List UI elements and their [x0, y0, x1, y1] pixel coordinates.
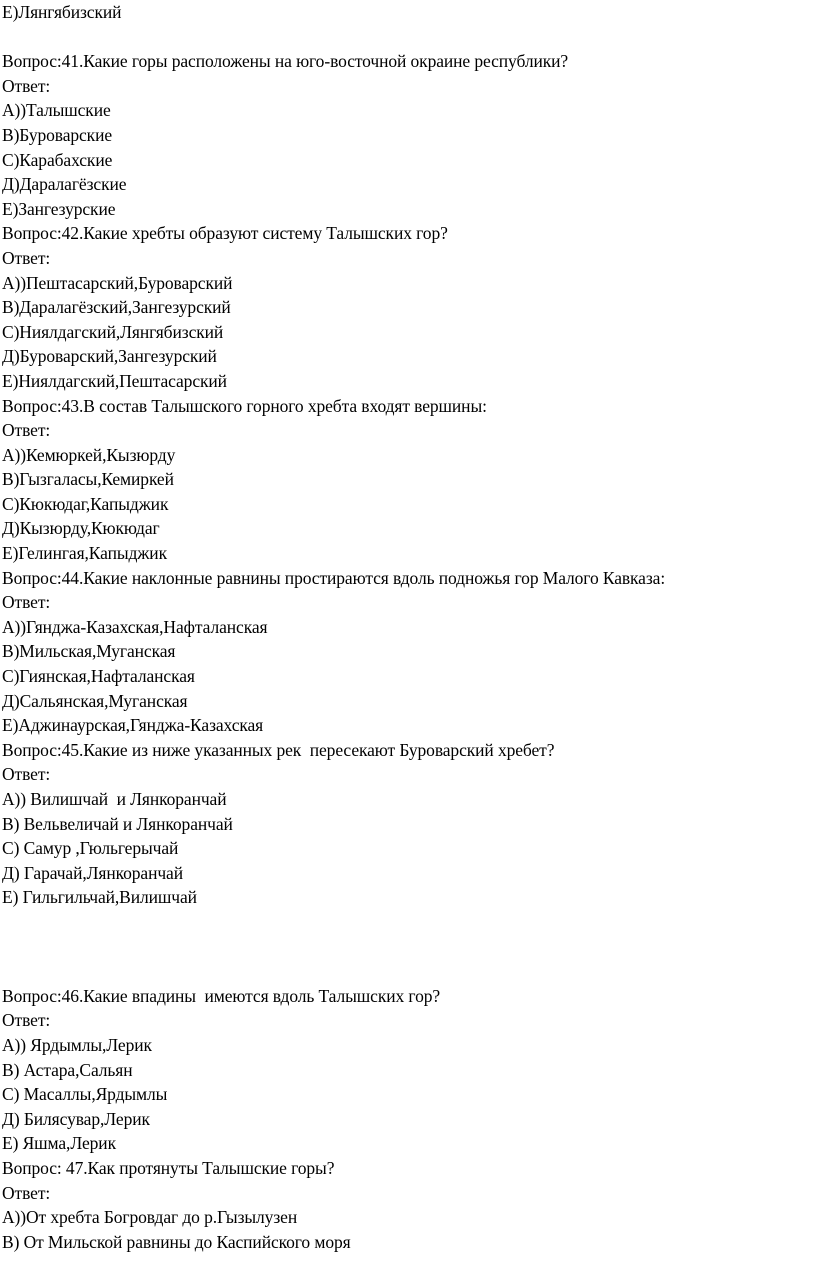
answer-e: E)Зангезурские — [2, 198, 116, 219]
answer-b: B) Вельвеличай и Лянкоранчай — [2, 813, 233, 834]
answer-label: Ответ: — [2, 1010, 51, 1031]
spacer — [2, 910, 802, 984]
answer-c: C) Самур ,Гюльгерычай — [2, 838, 179, 859]
question-43 — [2, 394, 802, 566]
answer-label: Ответ: — [2, 75, 51, 96]
answer-label: Ответ: — [2, 420, 51, 441]
question-40-tail — [2, 0, 802, 25]
spacer — [2, 25, 802, 50]
question-text: Вопрос:43.В состав Талышского горного хребта входят вершины: — [2, 395, 487, 416]
answer-e: E)Гелингая,Капыджик — [2, 543, 167, 564]
answer-d: Д)Даралагёзские — [2, 174, 127, 195]
answer-d: Д)Кызюрду,Кюкюдаг — [2, 518, 160, 539]
answer-c: C)Гиянская,Нафталанская — [2, 666, 195, 687]
answer-c: C)Карабахские — [2, 149, 113, 170]
question-46 — [2, 984, 802, 1156]
question-41 — [2, 49, 802, 221]
answer-label: Ответ: — [2, 1182, 51, 1203]
answer-e: E) Гильгильчай,Вилишчай — [2, 887, 197, 908]
answer-d: Д) Гарачай,Лянкоранчай — [2, 862, 183, 883]
answer-d: Д)Буроварский,Зангезурский — [2, 346, 217, 367]
question-45 — [2, 738, 802, 910]
answer-c: C)Ниялдагский,Лянгябизский — [2, 321, 224, 342]
question-text: Вопрос:42.Какие хребты образуют систему Талышских гор? — [2, 223, 448, 244]
answer-b: B)Даралагёзский,Зангезурский — [2, 297, 231, 318]
answer-d: Д) Билясувар,Лерик — [2, 1108, 150, 1129]
question-47 — [2, 1156, 802, 1254]
question-44 — [2, 566, 802, 738]
answer-b: B)Гызгаласы,Кемиркей — [2, 469, 174, 490]
question-text: Вопрос:45.Какие из ниже указанных рек пересекают Буроварский хребет? — [2, 739, 555, 760]
answer-b: B)Буроварские — [2, 124, 113, 145]
answer-c: C)Кюкюдаг,Капыджик — [2, 493, 169, 514]
question-42 — [2, 221, 802, 393]
question-text: Вопрос:44.Какие наклонные равнины простираются вдоль подножья гор Малого Кавказа: — [2, 567, 666, 588]
answer-a: A))От хребта Богровдаг до р.Гызылузен — [2, 1207, 298, 1228]
answer-b: B) От Мильской равнины до Каспийского моря — [2, 1231, 351, 1252]
answer-d: Д)Сальянская,Муганская — [2, 690, 188, 711]
answer-b: B)Мильская,Муганская — [2, 641, 176, 662]
answer-e: E)Ниялдагский,Пештасарский — [2, 370, 227, 391]
answer-a: A))Пештасарский,Буроварский — [2, 272, 233, 293]
answer-a: A))Гянджа-Казахская,Нафталанская — [2, 616, 268, 637]
answer-e: E) Яшма,Лерик — [2, 1133, 116, 1154]
answer-label: Ответ: — [2, 592, 51, 613]
answer-e: E)Лянгябизский — [2, 2, 122, 22]
answer-a: A))Талышские — [2, 100, 111, 121]
answer-a: A)) Ярдымлы,Лерик — [2, 1034, 152, 1055]
answer-label: Ответ: — [2, 764, 51, 785]
question-text: Вопрос: 47.Как протянуты Талышские горы? — [2, 1157, 335, 1178]
answer-b: B) Астара,Сальян — [2, 1059, 133, 1080]
answer-e: E)Аджинаурская,Гянджа-Казахская — [2, 715, 264, 736]
answer-a: A))Кемюркей,Кызюрду — [2, 444, 176, 465]
question-text: Вопрос:46.Какие впадины имеются вдоль Талышских гор? — [2, 985, 441, 1006]
answer-c: C) Масаллы,Ярдымлы — [2, 1084, 168, 1105]
question-text: Вопрос:41.Какие горы расположены на юго-восточной окраине республики? — [2, 51, 569, 72]
answer-a: A)) Вилишчай и Лянкоранчай — [2, 789, 227, 809]
answer-label: Ответ: — [2, 247, 51, 268]
document-page — [2, 0, 802, 1254]
